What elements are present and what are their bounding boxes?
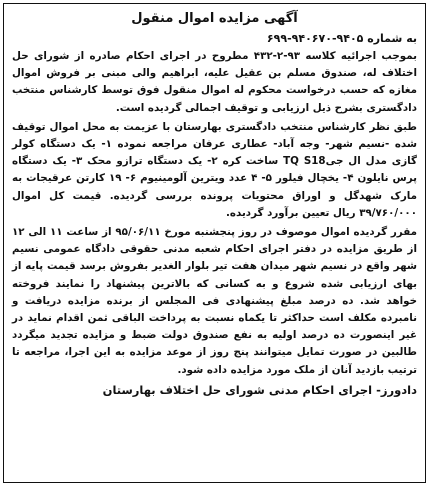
notice-paragraph-3: مقرر گردیده اموال موصوف در روز پنجشنبه مورخ ۹۵/۰۶/۱۱ از ساعت ۱۱ الی ۱۲ از طریق مزایده در دفتر اجرای احکام شعبه مدنی حقوقی دادگاه عمومی نسیم شهر واقع در نسیم شهر میدان هفت تیر بلوار الغدیر بفروش برسد قیمت پایه از بهای ارزیابی شده شروع و به کسانی که بالاترین پیشنهاد را نمایند فروخته خواهد شد. ده درصد مبلغ پیشنهادی فی المجلس از برنده مزایده دریافت و نامبرده مکلف است حداکثر تا یکماه نسبت به پرداخت الباقی ثمن اقدام نماید در غیر اینصورت ده درصد اولیه به نفع صندوق دولت ضبط و مزایده تجدید میگردد طالبین در صورت تمایل میتوانند پنج روز از موعد مزایده به این اجرا، مراجعه تا ترتیب بازدید آنان از ملک مورد مزایده داده شود. xyxy=(12,226,417,376)
notice-paragraph-2: طبق نظر کارشناس منتخب دادگستری بهارستان با عزیمت به محل اموال توقیف شده -نسیم شهر- وجه آباد- عطاری عرفان مراجعه نموده ۱- یک دستگاه کولر گازی مدل ال جیTQ S18 ساخت کره ۲- یک دستگاه ترازو محک ۳- یک دستگاه پرس نایلون ۴- یخچال فیلور ۵- ۴ عدد ویترین آلومینیوم ۶- ۱۹ کارتن عرقیجات به مارک شهدگل و اوراق محتویات پرونده بررسی گردیده. قیمت کل اموال ۳۹/۷۶۰/۰۰۰ ریال تعیین برآورد گردیده. xyxy=(12,120,417,219)
notice-box xyxy=(3,3,426,483)
notice-signature: دادورز- اجرای احکام مدنی شورای حل اختلاف بهارستان xyxy=(102,382,417,397)
notice-number: به شماره ۹۴۰۵-۹۴۰۶۷۰-۶۹۹ xyxy=(266,32,417,45)
notice-paragraph-1: بموجب اجرائیه کلاسه ۹۳-۲-۴۳۲ مطروح در اجرای احکام صادره از شورای حل اختلاف له، صندوق مسلم بن عقیل علیه، ابراهیم والی مبنی بر فروش اموال مغازه که حسب درخواست محکوم له اموال منقول فوق توسط کارشناس منتخب دادگستری بشرح ذیل ارزیابی و توقیف اجمالی گردیده است. xyxy=(12,50,417,114)
notice-title: آگهی مزایده اموال منقول xyxy=(131,11,298,26)
